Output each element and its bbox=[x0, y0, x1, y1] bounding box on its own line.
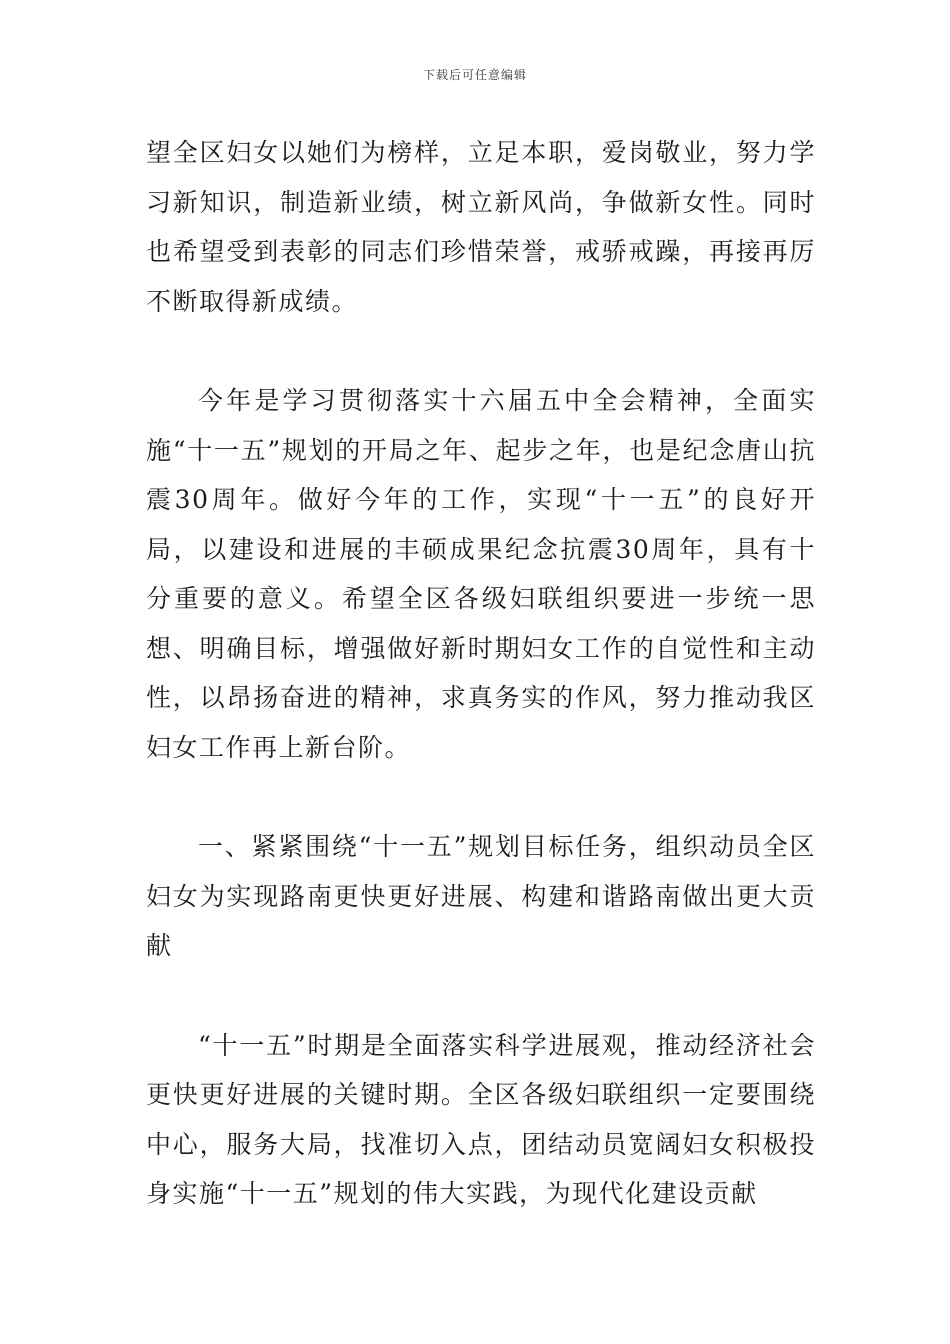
document-body bbox=[146, 128, 816, 1219]
paragraph-continuation: 望全区妇女以她们为榜样，立足本职，爱岗敬业，努力学习新知识，制造新业绩，树立新风尚，争做新女性。同时也希望受到表彰的同志们珍惜荣誉，戒骄戒躁，再接再厉不断取得新成绩。 bbox=[146, 138, 816, 316]
paragraph-this-year: 今年是学习贯彻落实十六届五中全会精神，全面实施“十一五”规划的开局之年、起步之年，也是纪念唐山抗震30周年。做好今年的工作，实现“十一五”的良好开局，以建设和进展的丰硕成果纪念抗震30周年，具有十分重要的意义。希望全区各级妇联组织要进一步统一思想、明确目标，增强做好新时期妇女工作的自觉性和主动性，以昂扬奋进的精神，求真务实的作风，努力推动我区妇女工作再上新台阶。 bbox=[146, 386, 816, 762]
paragraph-five-year-plan: “十一五”时期是全面落实科学进展观，推动经济社会更快更好进展的关键时期。全区各级妇联组织一定要围绕中心，服务大局，找准切入点，团结动员宽阔妇女积极投身实施“十一五”规划的伟大实践，为现代化建设贡献 bbox=[146, 1030, 816, 1208]
paragraph-gap bbox=[146, 326, 816, 376]
section-heading-one: 一、紧紧围绕“十一五”规划目标任务，组织动员全区妇女为实现路南更快更好进展、构建和谐路南做出更大贡献 bbox=[146, 832, 816, 960]
paragraph-gap bbox=[146, 772, 816, 822]
paragraph-gap bbox=[146, 971, 816, 1021]
page-header: 下载后可任意编辑 bbox=[422, 68, 527, 82]
